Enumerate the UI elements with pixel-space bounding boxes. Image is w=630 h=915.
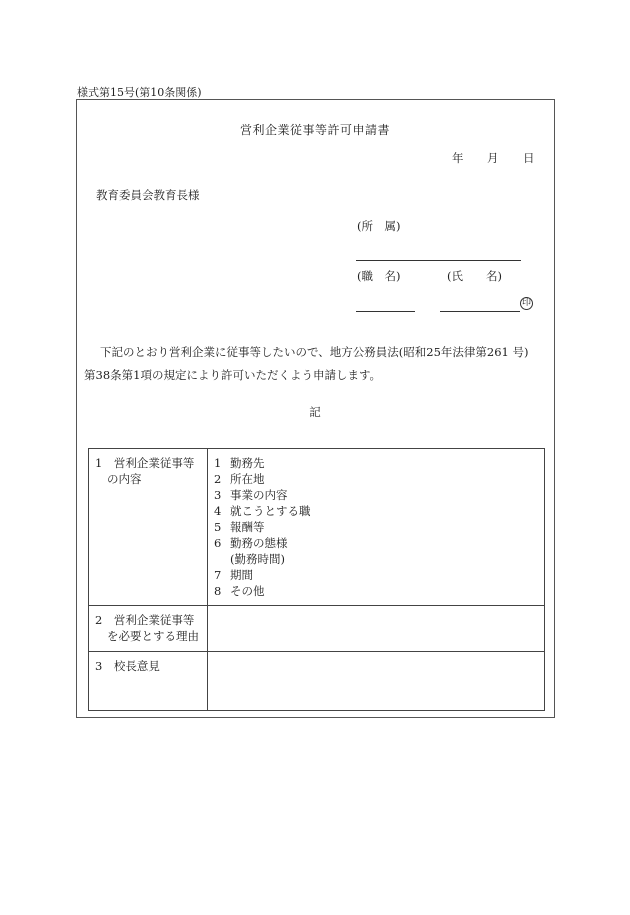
- date-year-label: 年: [452, 151, 464, 165]
- row-header: [89, 606, 208, 652]
- seal-mark: 印: [521, 298, 531, 308]
- date-day-label: 日: [523, 151, 535, 165]
- row-header-line: を必要とする理由: [107, 629, 199, 643]
- principal-opinion-field[interactable]: [208, 652, 545, 711]
- row-header-line: 1 営利企業従事等: [95, 456, 195, 470]
- list-item: (勤務時間): [230, 552, 285, 566]
- request-text-line-2: 第38条第1項の規定により許可いただくよう申請します。: [84, 368, 382, 382]
- list-item: 7 期間: [214, 568, 253, 582]
- row-content: [208, 449, 545, 606]
- addressee: 教育委員会教育長様: [96, 188, 200, 202]
- table-row: [89, 606, 545, 652]
- list-item: 3 事業の内容: [214, 488, 288, 502]
- affiliation-label: (所 属): [357, 219, 401, 233]
- list-item: 1 勤務先: [214, 456, 265, 470]
- details-table: [88, 448, 545, 711]
- position-label: (職 名): [357, 269, 401, 283]
- list-item: 4 就こうとする職: [214, 504, 311, 518]
- row-header-line: の内容: [107, 472, 142, 486]
- ki-heading: 記: [309, 405, 321, 419]
- row-header-line: 2 営利企業従事等: [95, 613, 195, 627]
- list-item: 5 報酬等: [214, 520, 265, 534]
- position-field-line: [356, 311, 415, 312]
- list-item: 8 その他: [214, 584, 265, 598]
- row-header-line: 3 校長意見: [95, 659, 160, 673]
- document-title: 営利企業従事等許可申請書: [239, 123, 390, 137]
- affiliation-field-line: [356, 260, 521, 261]
- row-header: [89, 652, 208, 711]
- list-item: 2 所在地: [214, 472, 265, 486]
- table-row: [89, 652, 545, 711]
- form-number-label: 様式第15号(第10条関係): [77, 86, 202, 99]
- list-item: 6 勤務の態様: [214, 536, 288, 550]
- reason-field[interactable]: [208, 606, 545, 652]
- name-field-line: [440, 311, 520, 312]
- date-month-label: 月: [487, 151, 499, 165]
- row-header: [89, 449, 208, 606]
- request-text-line-1: 下記のとおり営利企業に従事等したいので、地方公務員法(昭和25年法律第261 号): [100, 345, 529, 359]
- table-row: [89, 449, 545, 606]
- name-label: (氏 名): [447, 269, 502, 283]
